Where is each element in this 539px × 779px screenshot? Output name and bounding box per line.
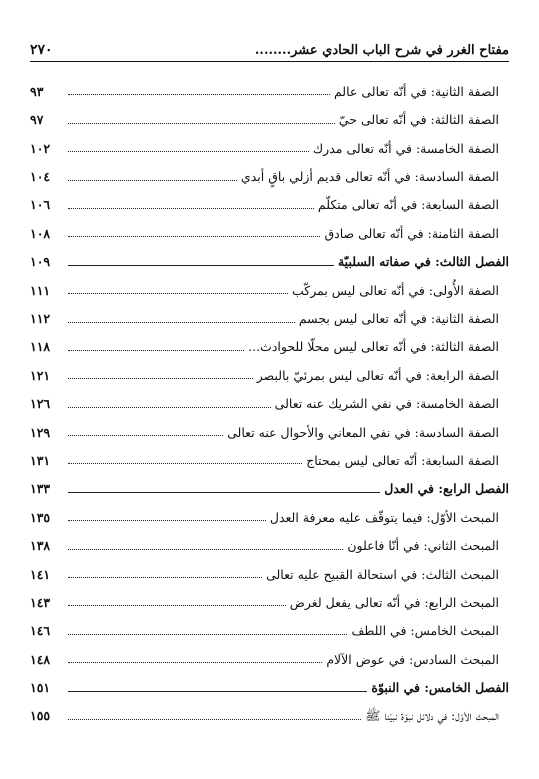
toc-entry-title: المبحث السادس: في عوض الآلام	[326, 651, 499, 667]
toc-entry-row	[30, 98, 509, 126]
dot-leader	[68, 264, 334, 266]
toc-entry-title: الصفة السادسة: في أنّه تعالى قديم أزلي باقٍ أبدي	[240, 169, 499, 185]
toc-page-number: ١٢١	[30, 367, 51, 383]
toc-entry-title: الصفة الثالثة: في أنّه تعالى ليس محلّا للحوادث...	[248, 339, 499, 355]
dot-leader	[68, 576, 262, 578]
dot-leader	[68, 93, 330, 95]
toc-entry-row	[30, 411, 509, 439]
dot-leader	[68, 633, 347, 635]
dot-leader	[68, 207, 314, 209]
dot-leader	[68, 548, 343, 550]
toc-page-number: ١٤٣	[30, 594, 51, 610]
toc-entry-title: الصفة السادسة: في نفي المعاني والأحوال عنه تعالى	[227, 424, 499, 440]
toc-entry-row	[30, 326, 509, 354]
toc-entry-row	[30, 269, 509, 297]
toc-page-number: ١٠٤	[30, 169, 51, 185]
toc-chapter-row	[30, 666, 509, 694]
toc-page-number: ١٥١	[30, 680, 51, 696]
toc-entry-row	[30, 382, 509, 410]
toc-page-number: ١٤٦	[30, 623, 51, 639]
toc-entry-row	[30, 581, 509, 609]
dot-leader	[68, 434, 223, 436]
toc-entry-title: الصفة الثانية: في أنّه تعالى عالم	[333, 83, 499, 99]
toc-entry-row	[30, 212, 509, 240]
toc-entry-title: الصفة الثانية: في أنّه تعالى ليس بجسم	[298, 311, 499, 327]
toc-entry-row	[30, 297, 509, 325]
toc-page-number: ١٣٨	[30, 538, 51, 554]
table-of-contents	[30, 70, 509, 723]
toc-page-number: ٩٣	[30, 83, 44, 99]
toc-entry-title: المبحث الخامس: في اللطف	[351, 623, 499, 639]
toc-entry-title: الصفة الثالثة: في أنّه تعالى حيّ	[338, 112, 499, 128]
dot-leader	[68, 179, 237, 181]
toc-page-number: ١٥٥	[30, 708, 51, 724]
dot-leader	[68, 718, 361, 720]
toc-entry-row	[30, 496, 509, 524]
toc-page-number: ١٤٨	[30, 651, 51, 667]
toc-page-number: ١٣٣	[30, 481, 51, 497]
toc-page-number: ١٣٥	[30, 509, 51, 525]
toc-page-number: ١٢٩	[30, 424, 51, 440]
toc-entry-title: الصفة الخامسة: في أنّه تعالى مدرك	[312, 140, 499, 156]
toc-page-number: ٩٧	[30, 112, 44, 128]
header-title: مفتاح الغرر في شرح الباب الحادي عشر........	[254, 43, 509, 58]
toc-entry-title: الفصل الثالث: في صفاته السلبيّة	[337, 254, 509, 270]
dot-leader	[68, 604, 286, 606]
toc-entry-title: المبحث الأوّل: في دلائل نبوّة نبيّنا ﷺ	[365, 708, 499, 724]
toc-page-number: ١٢٦	[30, 396, 51, 412]
running-header	[30, 34, 509, 62]
toc-entry-title: الصفة السابعة: أنّه تعالى ليس بمحتاج	[306, 452, 499, 468]
header-page-number: ٢٧٠	[30, 42, 53, 58]
toc-page-number: ١٠٨	[30, 225, 51, 241]
toc-entry-row	[30, 638, 509, 666]
toc-entry-title: المبحث الرابع: في أنّه تعالى يفعل لغرض	[289, 594, 499, 610]
toc-entry-title: الصفة الرابعة: في أنّه تعالى ليس بمرئيّ بالبصر	[256, 367, 499, 383]
toc-entry-title: الصفة السابعة: في أنّه تعالى متكلّم	[317, 197, 499, 213]
toc-page-number: ١٤١	[30, 566, 51, 582]
toc-entry-row	[30, 609, 509, 637]
toc-page-number: ١٠٩	[30, 254, 51, 270]
toc-entry-row	[30, 184, 509, 212]
dot-leader	[68, 661, 322, 663]
toc-chapter-row	[30, 467, 509, 495]
dot-leader	[68, 491, 380, 493]
toc-entry-title: الصفة الثامنة: في أنّه تعالى صادق	[324, 225, 499, 241]
dot-leader	[68, 235, 320, 237]
toc-entry-title: الفصل الخامس: في النبوّة	[371, 680, 509, 696]
toc-page-number: ١٠٦	[30, 197, 51, 213]
toc-entry-row	[30, 70, 509, 98]
dot-leader	[68, 462, 302, 464]
dot-leader	[68, 292, 288, 294]
toc-page	[30, 34, 509, 723]
toc-entry-title: المبحث الأوّل: فيما يتوقّف عليه معرفة العدل	[269, 509, 499, 525]
dot-leader	[68, 406, 271, 408]
toc-entry-title: الصفة الأُولى: في أنّه تعالى ليس بمركّب	[291, 282, 499, 298]
toc-entry-row	[30, 695, 509, 723]
dot-leader	[68, 519, 266, 521]
toc-entry-row	[30, 524, 509, 552]
dot-leader	[68, 321, 295, 323]
dot-leader	[68, 349, 244, 351]
toc-page-number: ١٣١	[30, 452, 51, 468]
dot-leader	[68, 150, 309, 152]
toc-entry-title: الصفة الخامسة: في نفي الشريك عنه تعالى	[274, 396, 499, 412]
toc-entry-row	[30, 155, 509, 183]
toc-page-number: ١١٨	[30, 339, 51, 355]
toc-page-number: ١٠٢	[30, 140, 51, 156]
toc-entry-row	[30, 354, 509, 382]
dot-leader	[68, 122, 335, 124]
toc-chapter-row	[30, 240, 509, 268]
toc-entry-row	[30, 127, 509, 155]
toc-entry-title: الفصل الرابع: في العدل	[384, 481, 509, 497]
toc-entry-title: المبحث الثاني: في أنّا فاعلون	[347, 538, 499, 554]
toc-entry-title: المبحث الثالث: في استحالة القبيح عليه تعالى	[266, 566, 499, 582]
toc-entry-row	[30, 439, 509, 467]
toc-page-number: ١١٢	[30, 311, 51, 327]
dot-leader	[68, 377, 253, 379]
dot-leader	[68, 690, 367, 692]
toc-page-number: ١١١	[30, 282, 51, 298]
toc-entry-row	[30, 553, 509, 581]
